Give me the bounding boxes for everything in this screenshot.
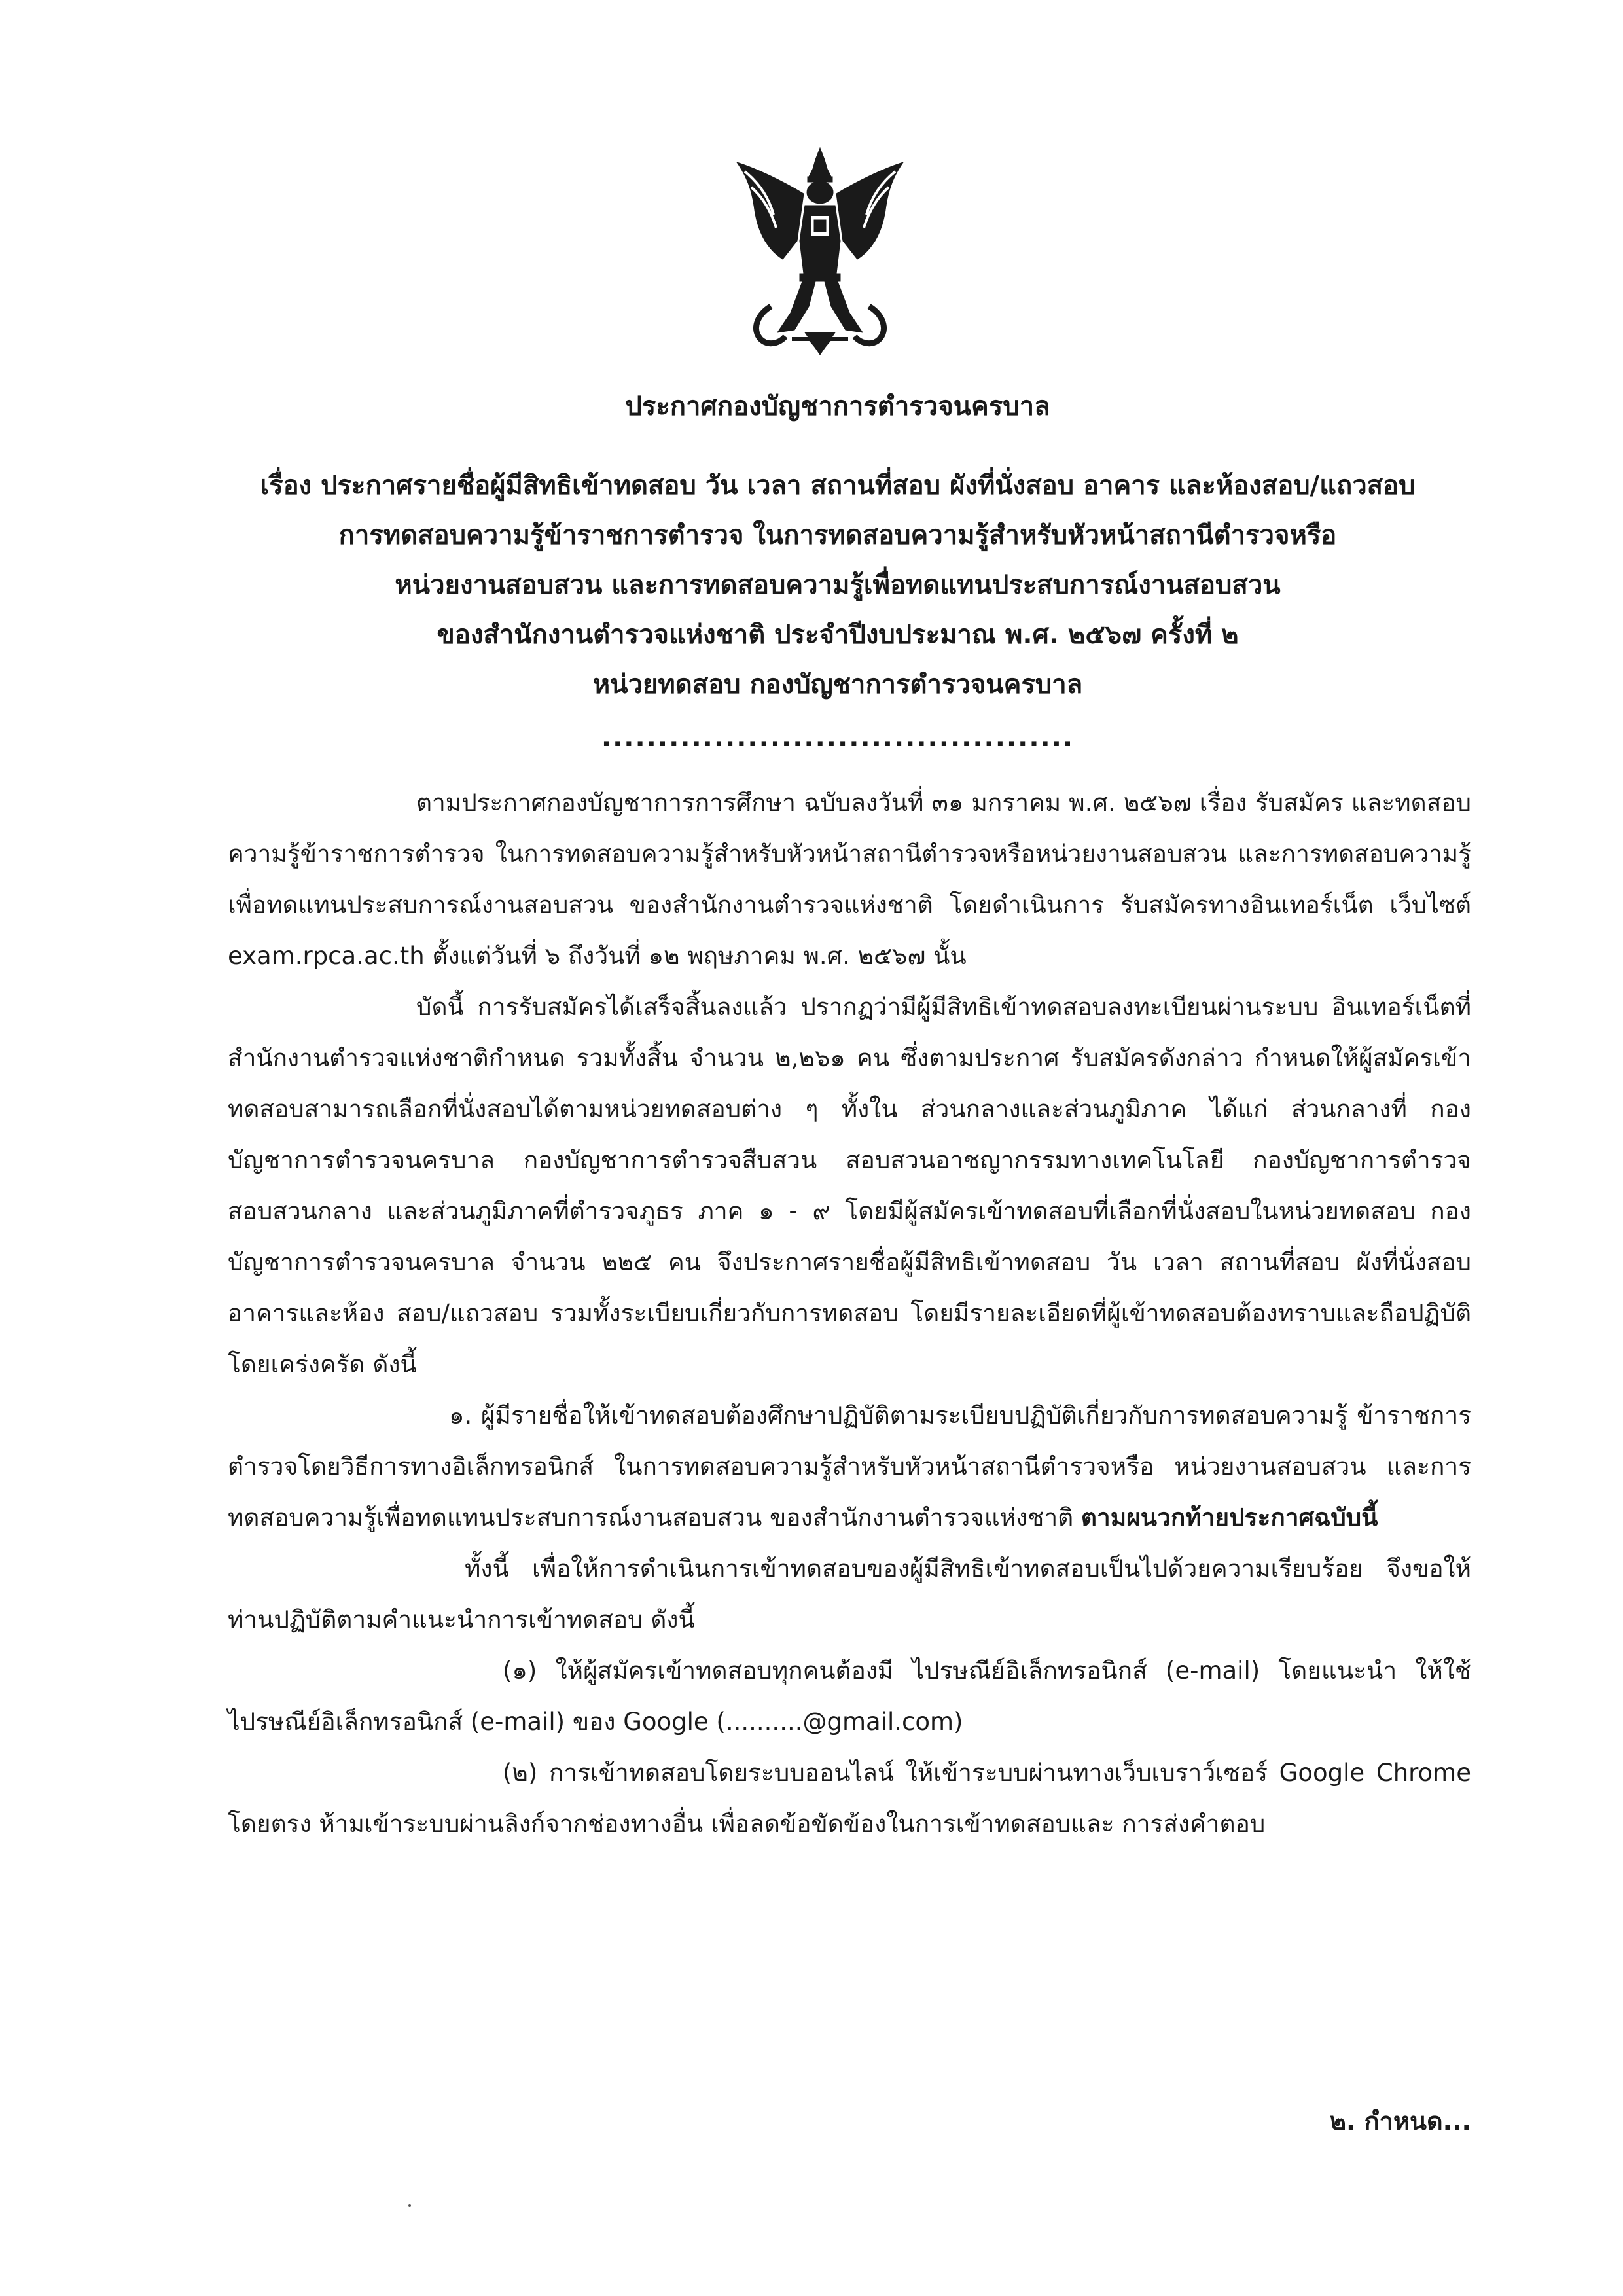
paragraph-reference: ตามประกาศกองบัญชาการการศึกษา ฉบับลงวันที่ ๓๑ มกราคม พ.ศ. ๒๕๖๗ เรื่อง รับสมัคร และทดสอบความรู้ข้าราชการตำรวจ ในการทดสอบความรู้สำหรับหัวหน้าสถานีตำรวจหรือหน่วยงานสอบสวน และการทดสอบความรู้เพื่อทดแทนประสบการณ์งานสอบสวน ของสำนักงานตำรวจแห่งชาติ โดยดำเนินการ รับสมัครทางอินเทอร์เน็ต เว็บไซต์ exam.rpca.ac.th ตั้งแต่วันที่ ๖ ถึงวันที่ ๑๒ พฤษภาคม พ.ศ. ๒๕๖๗ นั้น (228, 789, 1471, 970)
paragraph-rule-1-text: ๑. ผู้มีรายชื่อให้เข้าทดสอบต้องศึกษาปฏิบัติตามระเบียบปฏิบัติเกี่ยวกับการทดสอบความรู้ ข้าราชการตำรวจโดยวิธีการทางอิเล็กทรอนิกส์ ในการทดสอบความรู้สำหรับหัวหน้าสถานีตำรวจหรือ หน่วยงานสอบสวน และการทดสอบความรู้เพื่อทดแทนประสบการณ์งานสอบสวน ของสำนักงานตำรวจแห่งชาติ (228, 1401, 1471, 1532)
subject-line: หน่วยทดสอบ กองบัญชาการตำรวจนครบาล (592, 670, 1083, 700)
paragraph-rule-1 (228, 1390, 1471, 1543)
instruction-item-1: (๑) ให้ผู้สมัครเข้าทดสอบทุกคนต้องมี ไปรษณีย์อิเล็กทรอนิกส์ (e-mail) โดยแนะนำ ให้ใช้ไปรษณีย์อิเล็กทรอนิกส์ (e-mail) ของ Google (..........@gmail.com) (228, 1657, 1471, 1736)
instruction-item-2: (๒) การเข้าทดสอบโดยระบบออนไลน์ ให้เข้าระบบผ่านทางเว็บเบราว์เซอร์ Google Chrome โดยตรง ห้ามเข้าระบบผ่านลิงก์จากช่องทางอื่น เพื่อลดข้อขัดข้องในการเข้าทดสอบและ การส่งคำตอบ (228, 1759, 1471, 1838)
subject-line: การทดสอบความรู้ข้าราชการตำรวจ ในการทดสอบความรู้สำหรับหัวหน้าสถานีตำรวจหรือ (338, 520, 1337, 550)
separator-dots: .......................................... (601, 723, 1075, 753)
subject-block (196, 461, 1479, 709)
paragraph-registration-result: บัดนี้ การรับสมัครได้เสร็จสิ้นลงแล้ว ปรากฏว่ามีผู้มีสิทธิเข้าทดสอบลงทะเบียนผ่านระบบ อินเทอร์เน็ตที่สำนักงานตำรวจแห่งชาติกำหนด รวมทั้งสิ้น จำนวน ๒,๒๖๑ คน ซึ่งตามประกาศ รับสมัครดังกล่าว กำหนดให้ผู้สมัครเข้าทดสอบสามารถเลือกที่นั่งสอบได้ตามหน่วยทดสอบต่าง ๆ ทั้งใน ส่วนกลางและส่วนภูมิภาค ได้แก่ ส่วนกลางที่ กองบัญชาการตำรวจนครบาล กองบัญชาการตำรวจสืบสวน สอบสวนอาชญากรรมทางเทคโนโลยี กองบัญชาการตำรวจสอบสวนกลาง และส่วนภูมิภาคที่ตำรวจภูธร ภาค ๑ - ๙ โดยมีผู้สมัครเข้าทดสอบที่เลือกที่นั่งสอบในหน่วยทดสอบ กองบัญชาการตำรวจนครบาล จำนวน ๒๒๕ คน จึงประกาศรายชื่อผู้มีสิทธิเข้าทดสอบ วัน เวลา สถานที่สอบ ผังที่นั่งสอบ อาคารและห้อง สอบ/แถวสอบ รวมทั้งระเบียบเกี่ยวกับการทดสอบ โดยมีรายละเอียดที่ผู้เข้าทดสอบต้องทราบและถือปฏิบัติ โดยเคร่งครัด ดังนี้ (228, 993, 1471, 1378)
subject-line: ของสำนักงานตำรวจแห่งชาติ ประจำปีงบประมาณ พ.ศ. ๒๕๖๗ ครั้งที่ ๒ (437, 620, 1239, 650)
next-page-continuation: ๒. กำหนด... (1329, 2107, 1471, 2136)
subject-line: หน่วยงานสอบสวน และการทดสอบความรู้เพื่อทดแทนประสบการณ์งานสอบสวน (395, 570, 1281, 600)
paragraph-rule-1-annex: ตามผนวกท้ายประกาศฉบับนี้ (1080, 1503, 1378, 1532)
subject-line: เรื่อง ประกาศรายชื่อผู้มีสิทธิเข้าทดสอบ วัน เวลา สถานที่สอบ ผังที่นั่งสอบ อาคาร และห้องสอบ/แถวสอบ (260, 471, 1416, 501)
paragraph-instructions-intro: ทั้งนี้ เพื่อให้การดำเนินการเข้าทดสอบของผู้มีสิทธิเข้าทดสอบเป็นไปด้วยความเรียบร้อย จึงขอให้ท่านปฏิบัติตามคำแนะนำการเข้าทดสอบ ดังนี้ (228, 1554, 1471, 1634)
document-body (228, 778, 1471, 1850)
announcement-heading: ประกาศกองบัญชาการตำรวจนครบาล (625, 391, 1050, 422)
garuda-emblem-icon (732, 143, 908, 359)
scan-speck (408, 2204, 411, 2207)
